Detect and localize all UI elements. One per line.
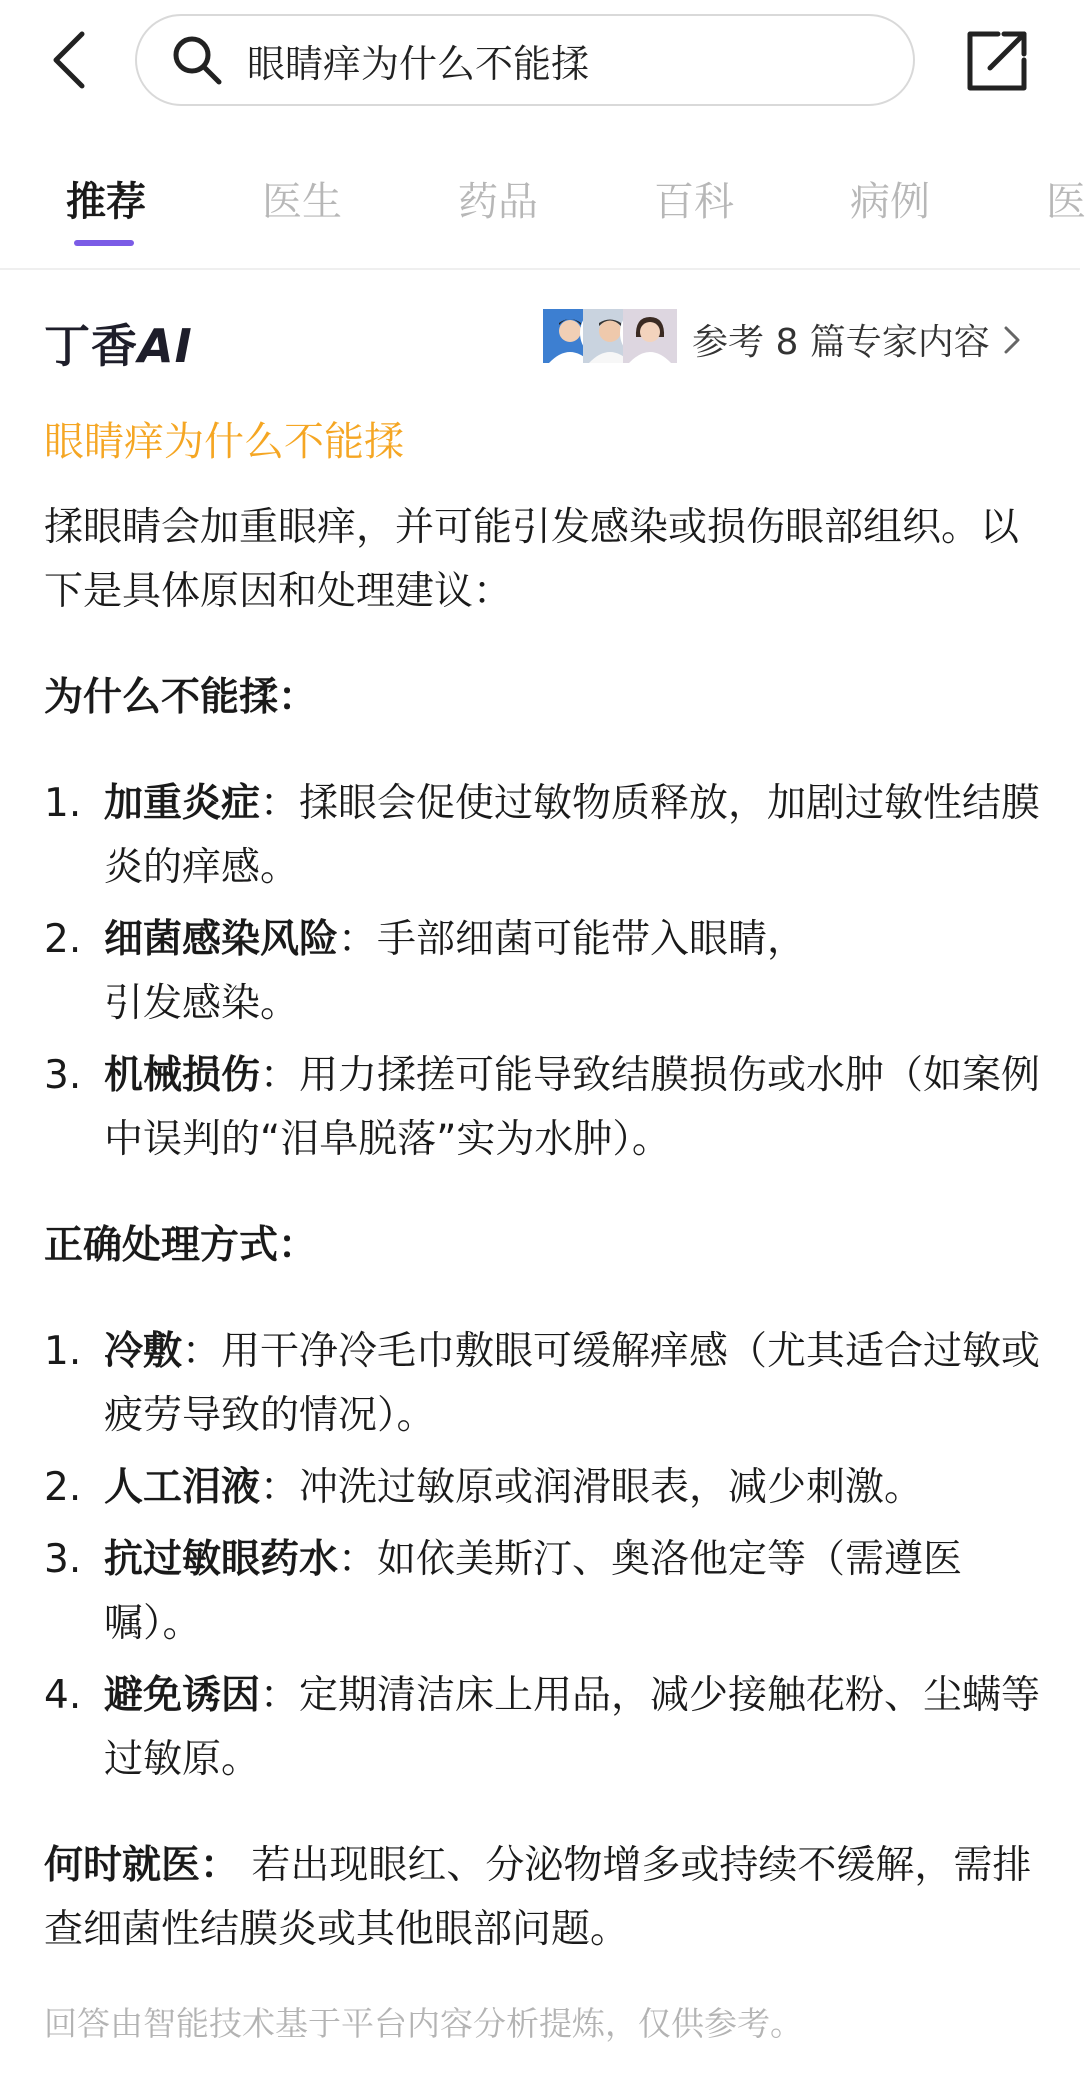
list-item-text: 引发感染。 [104,981,300,1026]
search-query-text: 眼睛痒为什么不能揉 [247,41,590,86]
list-item-text: ：用干净冷毛巾敷眼可缓解痒感（尤其适合过敏或疲劳导致的情况）。 [104,1329,1041,1438]
list-item-text: ：如依美斯汀、奥洛他定等（需遵医嘱）。 [104,1537,963,1646]
list-item [44,1528,1044,1656]
references-link[interactable] [692,314,1022,365]
divider [0,268,1080,270]
list-number: 3. [44,1537,82,1582]
when-to-see-doctor-label: 何时就医： [44,1843,240,1888]
list-number: 1. [44,781,82,826]
chevron-right-icon [1002,324,1022,356]
list-item-text: ：揉眼会促使过敏物质释放，加剧过敏性结膜炎的痒感。 [104,781,1041,890]
section-heading-treatment: 正确处理方式： [44,1223,318,1268]
tab-encyclopedia[interactable]: 百科 [654,179,734,225]
section-heading-why: 为什么不能揉： [44,675,318,720]
share-external-icon [962,28,1032,94]
ai-disclaimer: 回答由智能技术基于平台内容分析提炼，仅供参考。 [44,2004,803,2043]
tab-drugs[interactable]: 药品 [458,179,538,225]
when-to-see-doctor [44,1834,1044,1962]
ai-answer-header [0,296,1080,376]
back-button[interactable] [40,28,100,92]
list-item [44,1456,1044,1520]
list-item-text: ：手部细菌可能带入眼睛， [338,917,807,962]
tab-recommend[interactable]: 推荐 [66,179,146,225]
list-item [44,1044,1044,1172]
brand-ai-mark: AI [138,319,193,373]
tab-more[interactable]: 医 [1046,179,1086,225]
list-item-title: 加重炎症 [104,781,261,826]
reasons-list [44,772,1044,1172]
top-bar [0,0,1080,120]
list-number: 4. [44,1673,82,1718]
brand-name: 丁香 [44,319,138,373]
avatar [620,306,674,360]
list-item-text: ：冲洗过敏原或润滑眼表，减少刺激。 [260,1465,924,1510]
active-tab-indicator [74,240,134,246]
tab-cases[interactable]: 病例 [850,179,930,225]
list-item [44,1664,1044,1792]
list-item-title: 避免诱因 [104,1673,261,1718]
dxy-ai-logo [44,310,193,376]
list-number: 2. [44,917,82,962]
category-tabs [0,150,1086,270]
intro-paragraph: 揉眼睛会加重眼痒，并可能引发感染或损伤眼部组织。以下是具体原因和处理建议： [44,505,1020,614]
tab-doctor[interactable]: 医生 [262,179,342,225]
search-input[interactable] [135,14,915,106]
expert-avatars[interactable] [540,306,680,362]
list-item [44,1320,1044,1448]
list-item-title: 人工泪液 [104,1465,261,1510]
list-item-title: 细菌感染风险 [104,917,339,962]
list-number: 2. [44,1465,82,1510]
when-to-see-doctor-text: 若出现眼红、分泌物增多或持续不缓解，需排查细菌性结膜炎或其他眼部问题。 [44,1843,1032,1952]
list-number: 3. [44,1053,82,1098]
list-item-title: 机械损伤 [104,1053,261,1098]
list-item [44,908,1044,1036]
list-number: 1. [44,1329,82,1374]
list-item-text: ：定期清洁床上用品，减少接触花粉、尘螨等过敏原。 [104,1673,1041,1782]
references-label: 参考 8 篇专家内容 [692,322,990,363]
question-title: 眼睛痒为什么不能揉 [44,419,404,465]
search-icon [169,32,225,88]
list-item-title: 抗过敏眼药水 [104,1537,339,1582]
answer-content [44,496,1044,1962]
list-item-title: 冷敷 [104,1329,183,1374]
treatment-list [44,1320,1044,1792]
share-button[interactable] [962,28,1032,94]
chevron-left-icon [50,30,90,90]
list-item [44,772,1044,900]
list-item-text: ：用力揉搓可能导致结膜损伤或水肿（如案例中误判的“泪阜脱落”实为水肿）。 [104,1053,1041,1162]
